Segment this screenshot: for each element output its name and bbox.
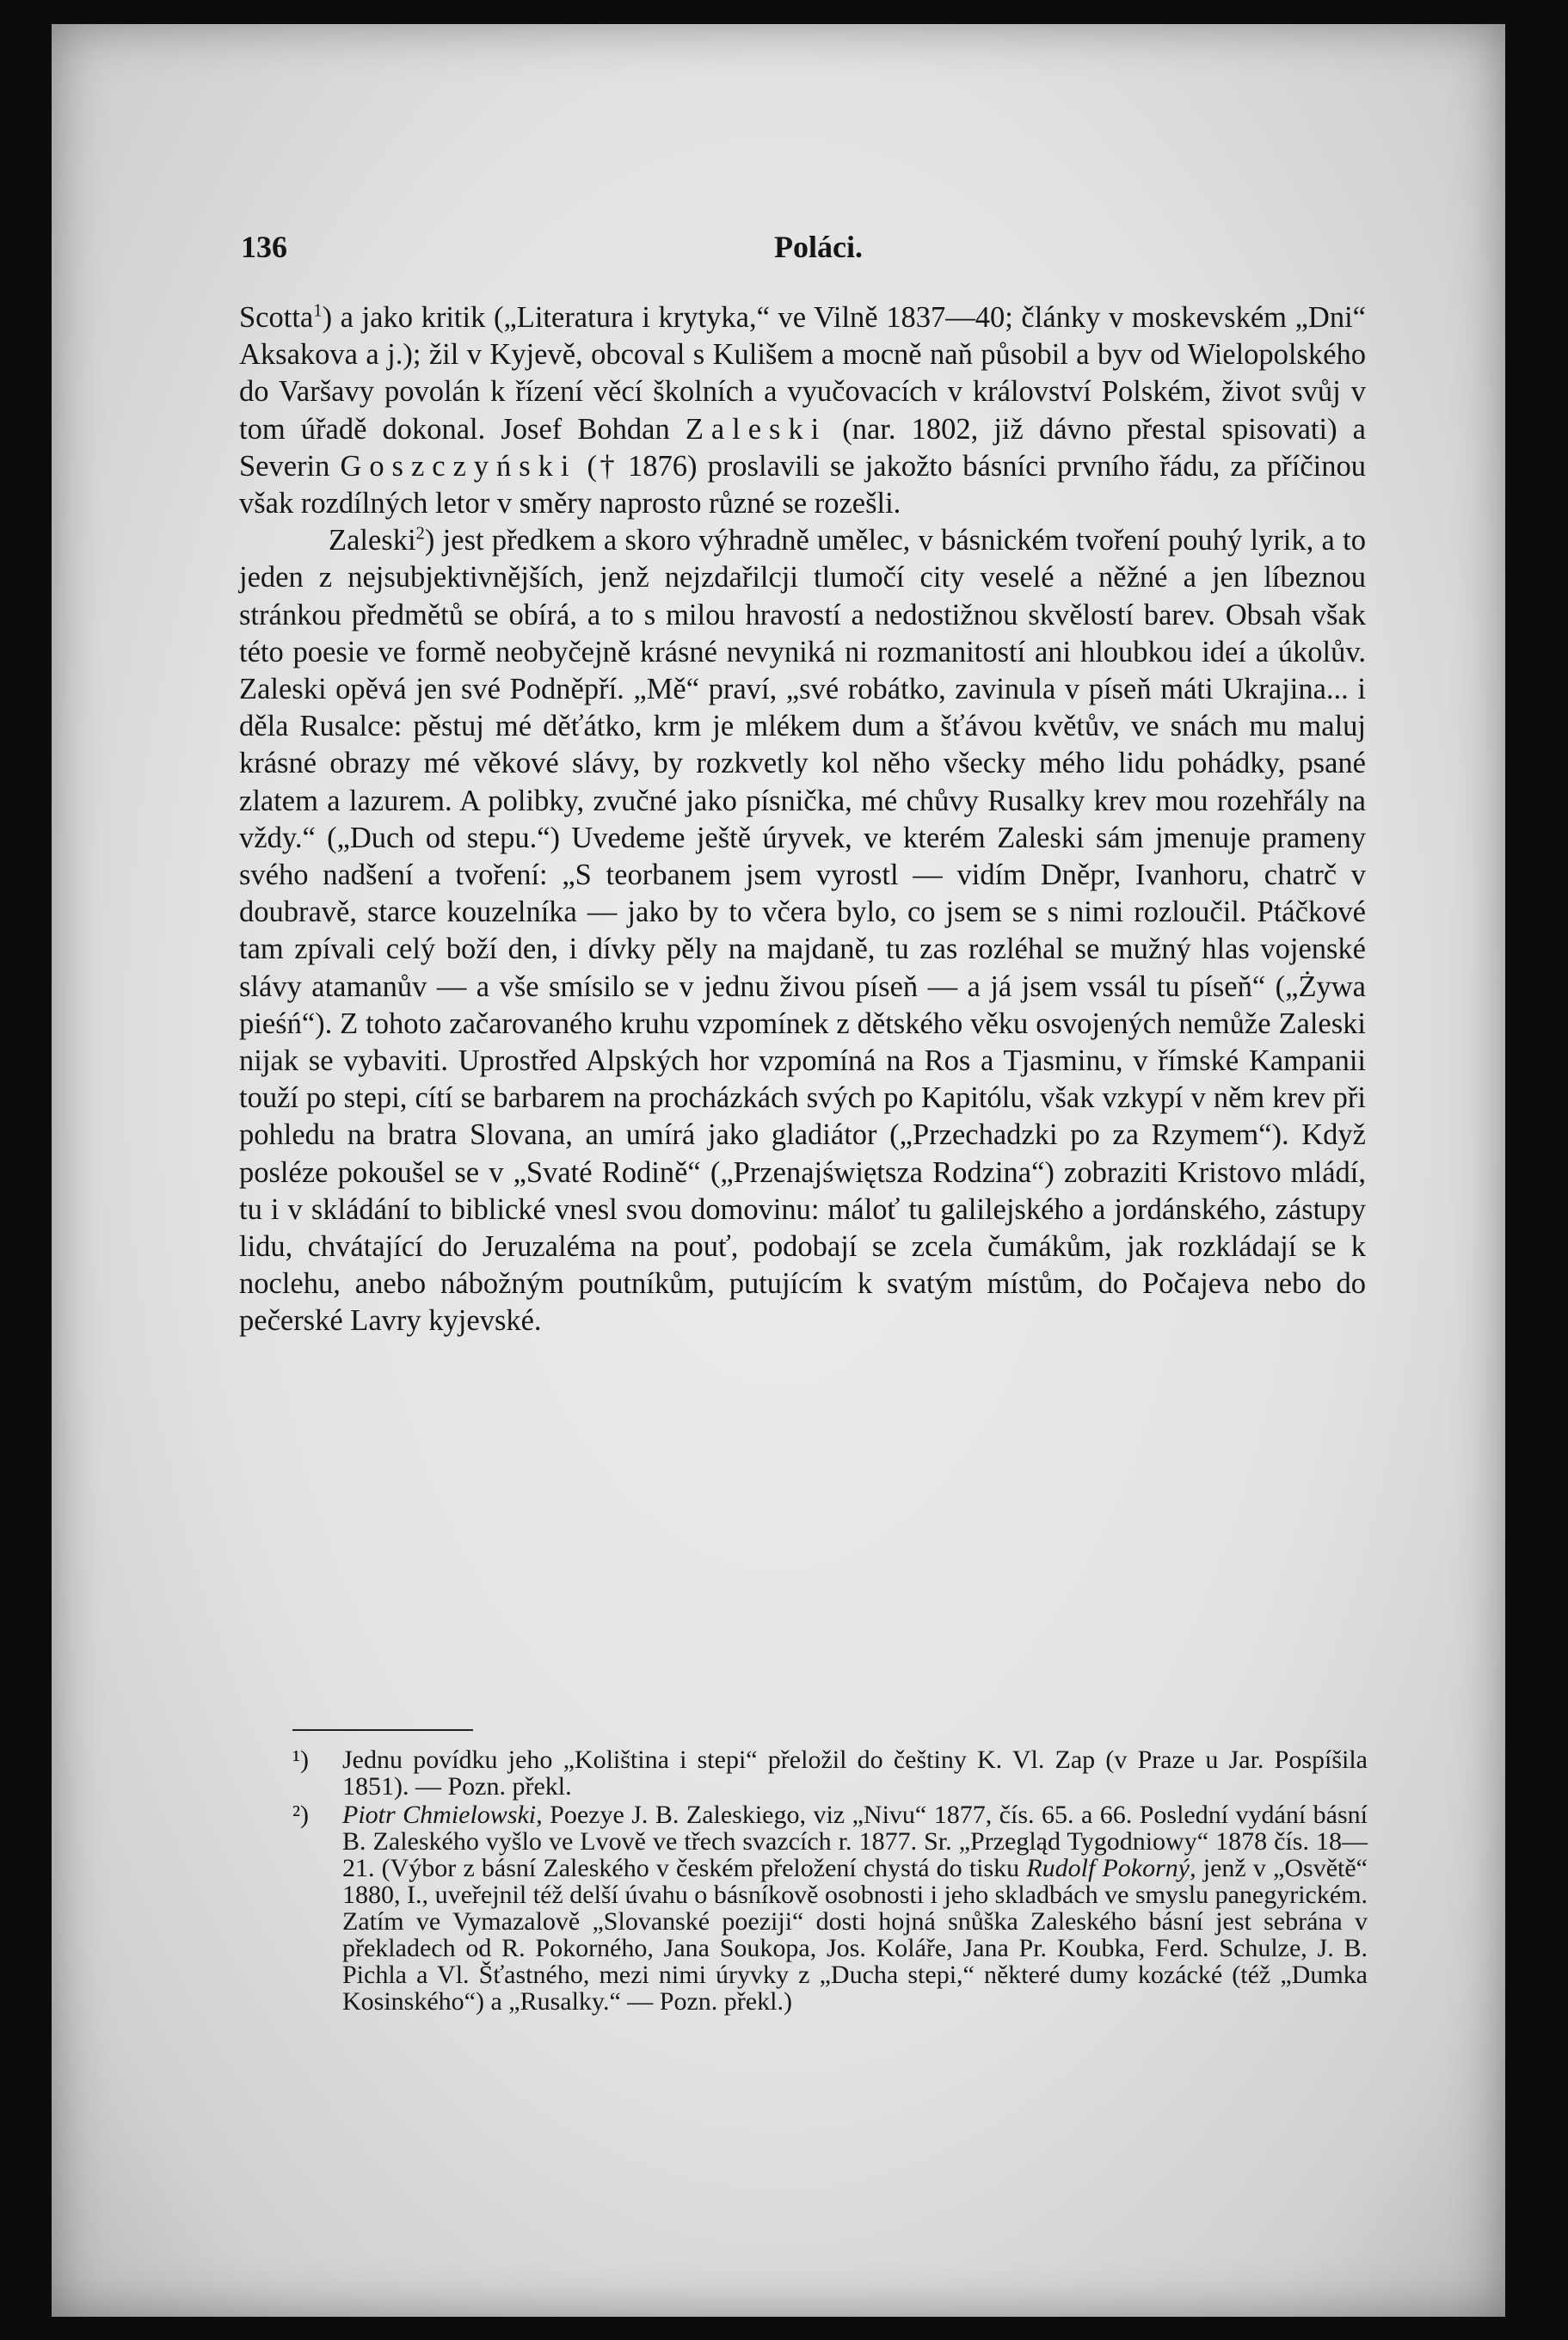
footnote-text: jenž v „Osvětě“ 1880, I., uveřejnil též delší úvahu o básníkově osobnosti i jeho skladbách ve smyslu panegyrickém. Zatím ve Vymazalově „Slovanské poeziji“ dosti hojná snůška Zaleského básní jest sebrána v překladech od R. Pokorného, Jana Soukopa, Jos. Koláře, Jana Pr. Koubka, Ferd. Schulze, J. B. Pichla a Vl. Šťastného, mezi nimi úryvky z „Ducha stepi,“ některé dumy kozácké (též „Dumka Kosinského“) a „Rusalky.“ — Pozn. překl.) [342, 1854, 1368, 2016]
footnotes [292, 1746, 1368, 2017]
paragraph-text: (nar. 1802, již dávno přestal spisovati) a Severin [239, 412, 1366, 483]
footnote-author: Piotr Chmielowski, [342, 1801, 543, 1829]
paragraph-text: († 1876) proslavili se jakožto básníci prvního řádu, za příčinou však rozdílných letor v směry naprosto různé se rozešli. [239, 449, 1367, 520]
footnote-ref-1: 1 [313, 301, 323, 321]
paragraph-text: ) jest předkem a skoro výhradně umělec, v básnickém tvoření pouhý lyrik, a to jeden z nejsubjektivnějších, jenž nejzdařilcji tlumočí city veselé a něžné a jen líbeznou stránkou předmětů se obírá, a to s milou hravostí a nedostižnou skvělostí barev. Obsah však této poesie ve formě neobyčejně krásné nevyniká ni rozmanitostí ani hloubkou ideí a úkolův. Zaleski opěvá jen své Podněpří. „Mě“ praví, „své robátko, zavinula v píseň máti Ukrajina... i děla Rusalce: pěstuj mé děťátko, krm je mlékem dum a šťávou květův, ve snách mu maluj krásné obrazy mé věkové slávy, by rozkvetly kol něho všecky mého lidu pohádky, psané zlatem a lazurem. A polibky, zvučné jako písnička, mé chůvy Rusalky krev mou rozehřály na vždy.“ („Duch od stepu.“) Uvedeme ještě úryvek, ve kterém Zaleski sám jmenuje prameny svého nadšení a tvoření: „S teorbanem jsem vyrostl — vidím Dněpr, Ivanhoru, chatrč v doubravě, starce kouzelníka — jako by to včera bylo, co jsem se s nimi rozloučil. Ptáčkové tam zpívali celý boží den, i dívky pěly na majdaně, tu zas rozléhal se mužný hlas vojenské slávy atamanův — a vše smísilo se v jednu živou píseň — a já jsem vssál tu píseň“ („Żywa pieśń“). Z tohoto začarovaného kruhu vzpomínek z dětského věku osvojených nemůže Zaleski nijak se vybaviti. Uprostřed Alpských hor vzpomíná na Ros a Tjasminu, v římské Kampanii touží po stepi, cítí se barbarem na procházkách svých po Kapitólu, však vzkypí v něm krev při pohledu na bratra Slovana, an umírá jako gladiátor („Przechadzki po za Rzymem“). Když posléze pokoušel se v „Svaté Rodině“ („Przenajświętsza Rodzina“) zobraziti Kristovo mládí, tu i v skládání to biblické vnesl svou domovinu: máloť tu galilejského a jordánského, zástupy lidu, chvátající do Jeruzaléma na pouť, podobají se zcela čumákům, jak rozkládají se k noclehu, anebo nábožným poutníkům, putujícím k svatým místům, do Počajeva nebo do pečerské Lavry kyjevské. [239, 524, 1366, 1338]
footnote-mark: ²) [292, 1801, 309, 1829]
footnote-text: Jednu povídku jeho „Koliština i stepi“ přeložil do češtiny K. Vl. Zap (v Praze u Jar. Pospíšila 1851). — Pozn. překl. [342, 1746, 1368, 1801]
footnote-divider [292, 1729, 473, 1731]
spaced-name-zaleski: Zaleski [685, 412, 827, 446]
paragraph-2 [239, 522, 1366, 1339]
book-page [52, 24, 1505, 2317]
footnote-mark: ¹) [292, 1746, 309, 1774]
main-text [239, 299, 1366, 1340]
paragraph-1 [239, 299, 1366, 522]
running-title: Poláci. [774, 230, 863, 264]
paragraph-text: Zaleski [329, 524, 416, 557]
footnote-1 [292, 1746, 1368, 1800]
footnote-text: Poezye J. B. Zaleskiego, viz „Nivu“ 1877, čís. 65. a 66. Poslední vydání básní B. Zaleského vyšlo ve Lvově ve třech svazcích r. 1877. Sr. „Przegląd Tygodniowy“ 1878 čís. 18—21. (Výbor z básní Zaleského v českém přeložení chystá do tisku [342, 1801, 1368, 1882]
footnote-translator: Rudolf Pokorný, [1026, 1854, 1196, 1882]
spaced-name-goszczynski: Goszczyński [340, 449, 577, 483]
footnote-ref-2: 2 [415, 524, 425, 544]
paragraph-text: Scotta [239, 301, 314, 334]
page-header [241, 205, 1376, 265]
page-number: 136 [241, 230, 287, 264]
paragraph-text: ) a jako kritik („Literatura i krytyka,“ ve Vilně 1837—40; články v moskevském „Dni“ Aksakova a j.); žil v Kyjevě, obcoval s Kulišem a mocně naň působil a byv od Wielopolského do Varšavy povolán k řízení věcí školních a vyučovacích v království Polském, život svůj v tom úřadě dokonal. Josef Bohdan [239, 301, 1366, 446]
footnote-2 [292, 1801, 1368, 2015]
